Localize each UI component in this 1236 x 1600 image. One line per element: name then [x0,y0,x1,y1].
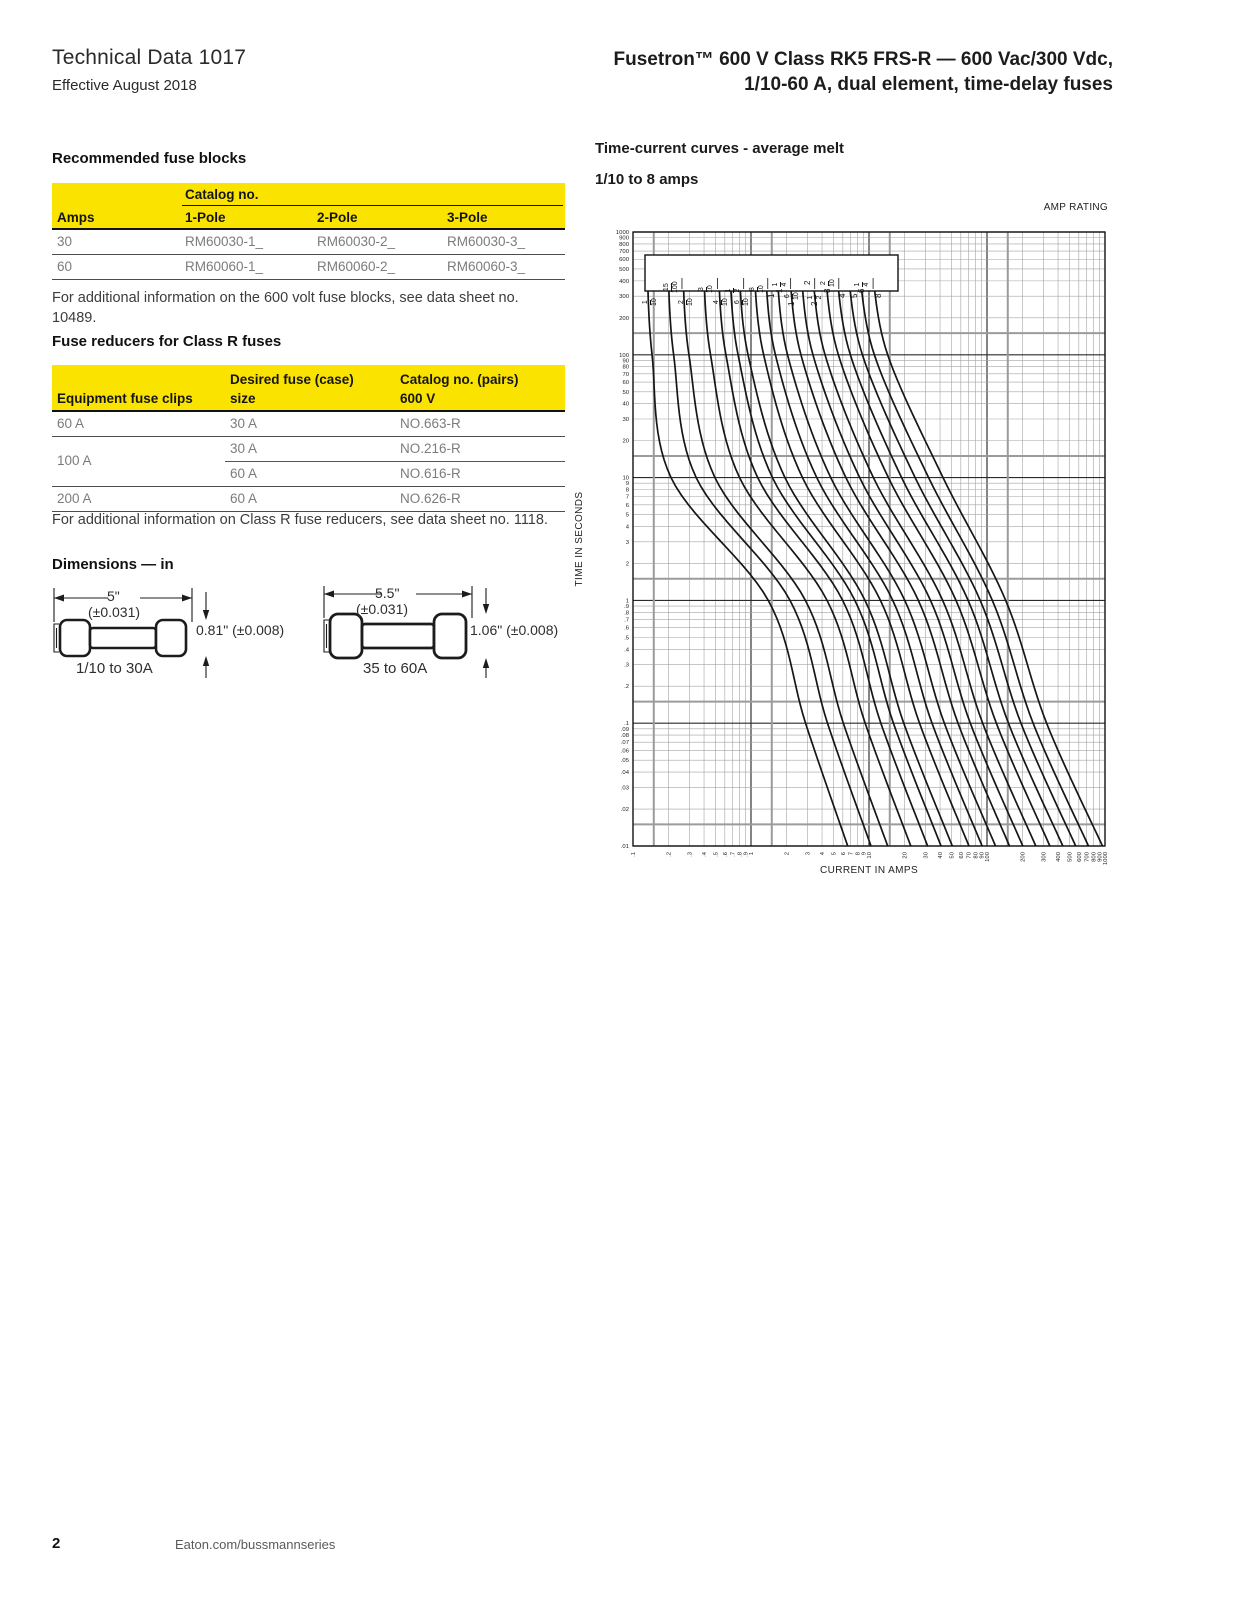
table-row [52,412,565,437]
svg-text:80: 80 [622,364,629,371]
svg-text:600: 600 [619,257,629,264]
amp-rating-label-5: 5 [849,293,859,298]
svg-text:600: 600 [1076,852,1083,862]
cell-3pole: RM60060-3_ [447,259,526,274]
amp-rating-label-1-1/4: 1 1 4 [771,282,788,293]
svg-text:40: 40 [938,852,945,859]
svg-text:700: 700 [1084,852,1091,862]
section-title-fuse-blocks: Recommended fuse blocks [52,150,247,167]
col-header-desired-size-l2: size [230,391,256,406]
svg-text:7: 7 [848,852,855,856]
chart-tick-labels [616,230,1109,865]
amp-rating-label-2-1/2: 2 1 2 [807,295,824,306]
svg-text:700: 700 [619,249,629,256]
cell-amps: 60 [57,259,73,274]
svg-text:.01: .01 [620,844,629,850]
cell-catalog: NO.216-R [400,441,461,456]
svg-text:.09: .09 [620,726,629,733]
svg-text:3: 3 [625,539,629,546]
melt-curve-2/10 [683,269,888,846]
melt-curve-5 [848,269,1076,846]
svg-text:70: 70 [966,852,973,859]
amp-rating-label-1/10: 1 10 [642,297,659,306]
melt-curve-2 [801,269,1023,846]
svg-text:500: 500 [1067,852,1074,862]
svg-text:100: 100 [619,352,629,359]
svg-text:8: 8 [855,852,862,856]
svg-text:50: 50 [949,852,956,859]
svg-text:300: 300 [1041,852,1048,862]
fuse-blocks-note: For additional information on the 600 volt fuse blocks, see data sheet no. 10489. [52,290,519,326]
fuse-reducers-header-row [52,365,565,412]
svg-text:90: 90 [979,852,986,859]
cell-size: 30 A [230,416,258,431]
dim-length-tol-small: (±0.031) [88,604,141,620]
cell-catalog: NO.616-R [400,466,461,481]
svg-text:400: 400 [1056,852,1063,862]
svg-text:10: 10 [622,475,629,482]
time-current-chart [570,215,1136,895]
svg-text:90: 90 [622,358,629,365]
amp-rating-label-6/10: 6 10 [734,297,750,306]
svg-text:500: 500 [619,266,629,273]
svg-text:.05: .05 [620,758,629,765]
svg-text:6: 6 [840,852,847,856]
svg-text:.8: .8 [624,610,629,617]
svg-text:5: 5 [625,512,629,519]
svg-text:1000: 1000 [1103,852,1109,866]
svg-text:60: 60 [958,852,965,859]
amp-rating-label-15/100: 15 100 [662,281,679,293]
amp-rating-label-4: 4 [838,293,848,298]
svg-text:3: 3 [805,852,812,856]
cell-3pole: RM60030-3_ [447,234,526,249]
svg-text:.4: .4 [702,852,709,857]
time-current-chart-svg [570,215,1136,895]
svg-text:.1: .1 [631,852,637,857]
svg-text:20: 20 [622,438,629,445]
cell-catalog: NO.663-R [400,416,461,431]
melt-curve-4/10 [718,269,927,846]
table-row [52,487,565,512]
svg-text:1000: 1000 [615,230,629,236]
col-header-2pole: 2-Pole [317,210,358,225]
svg-text:.04: .04 [620,770,629,777]
dim-length-small: 5" [107,588,120,604]
svg-text:50: 50 [622,389,629,396]
fuse-blocks-group-header-row [52,183,565,206]
svg-text:100: 100 [985,852,991,862]
svg-text:200: 200 [619,315,629,322]
svg-text:4: 4 [820,852,827,856]
melt-curve-4 [836,269,1063,846]
svg-text:2: 2 [625,561,629,568]
amp-rating-label-2: 2 [802,280,812,285]
x-axis-title: CURRENT IN AMPS [819,865,919,876]
svg-text:.5: .5 [624,635,629,642]
svg-text:800: 800 [619,241,629,248]
table-row [52,230,565,255]
svg-text:400: 400 [619,278,629,285]
col-header-catalog-pairs-l2: 600 V [400,391,436,406]
amp-rating-label-8/10: 8 10 [748,285,765,293]
chart-title: Time-current curves - average melt [595,140,845,157]
amp-rating-label-1-6/10: 1 6 10 [784,291,801,306]
cell-catalog: NO.626-R [400,491,461,506]
svg-text:.03: .03 [620,785,629,792]
svg-text:30: 30 [622,417,629,424]
svg-text:70: 70 [622,371,629,378]
fuse-blocks-header-row [52,206,565,230]
svg-text:.1: .1 [624,721,629,728]
svg-text:8: 8 [625,487,629,494]
svg-text:1: 1 [625,598,629,605]
svg-text:900: 900 [1097,852,1104,862]
svg-text:.2: .2 [666,852,673,857]
svg-text:.7: .7 [730,852,737,857]
svg-text:.9: .9 [743,852,750,857]
svg-text:1: 1 [749,852,755,856]
cell-2pole: RM60030-2_ [317,234,396,249]
col-header-3pole: 3-Pole [447,210,488,225]
amp-rating-label-6-1/4: 6 1 4 [854,282,871,293]
page-number: 2 [52,1535,61,1552]
dim-diameter-large: 1.06" (±0.008) [470,622,559,638]
svg-text:9: 9 [861,852,868,856]
group-header-catalog-no: Catalog no. [185,187,259,202]
dim-range-small: 1/10 to 30A [76,660,153,677]
svg-text:30: 30 [923,852,930,859]
amp-rating-label-1/2: 1 2 [724,288,741,293]
table-row [52,255,565,280]
svg-text:.3: .3 [687,852,694,857]
amp-rating-label-1: 1 [767,293,777,298]
svg-text:.7: .7 [624,617,629,624]
amp-rating-label-3-2/10: 3 2 10 [819,279,836,293]
cell-1pole: RM60030-1_ [185,234,264,249]
svg-text:.02: .02 [620,807,629,814]
col-header-desired-size-l1: Desired fuse (case) [230,372,354,387]
amp-rating-label-2/10: 2 10 [677,297,694,306]
svg-text:2: 2 [784,852,791,856]
col-header-equipment-clips: Equipment fuse clips [57,391,193,406]
svg-text:.6: .6 [722,852,729,857]
dim-length-large: 5.5" [375,585,400,601]
section-title-fuse-reducers: Fuse reducers for Class R fuses [52,333,282,350]
fuse-reducers-note: For additional information on Class R fuse reducers, see data sheet no. 1118. [52,512,548,528]
fuse-reducers-table [52,365,565,512]
document-title: Technical Data 1017 [52,46,247,69]
melt-curve-2-1/2 [812,269,1036,846]
svg-text:60: 60 [622,380,629,387]
svg-text:.4: .4 [624,647,629,654]
svg-text:800: 800 [1091,852,1098,862]
svg-text:900: 900 [619,235,629,242]
melt-curve-15/100 [668,269,871,846]
cell-1pole: RM60060-1_ [185,259,264,274]
cell-2pole: RM60060-2_ [317,259,396,274]
svg-text:7: 7 [625,494,629,501]
svg-text:.9: .9 [624,604,629,611]
col-header-amps: Amps [57,210,95,225]
chart-subtitle: 1/10 to 8 amps [595,171,699,188]
svg-text:200: 200 [1020,852,1027,862]
svg-text:.3: .3 [624,662,629,669]
melt-curve-1/2 [730,269,941,846]
svg-text:.2: .2 [624,684,629,691]
melt-curve-1-1/4 [777,269,996,846]
dim-range-large: 35 to 60A [363,660,428,677]
svg-text:5: 5 [831,852,838,856]
amp-rating-label-8: 8 [873,293,883,298]
svg-text:.06: .06 [620,748,629,755]
section-title-dimensions: Dimensions — in [52,556,174,573]
svg-text:40: 40 [622,401,629,408]
amp-rating-label: AMP RATING [1043,202,1108,213]
amp-rating-label-3/10: 3 10 [698,285,715,293]
cell-clips: 200 A [57,491,92,506]
cell-amps: 30 [57,234,73,249]
table-row [52,462,565,487]
svg-text:.08: .08 [620,733,629,740]
melt-curve-3-2/10 [825,269,1050,846]
svg-text:300: 300 [619,294,629,301]
dim-diameter-small: 0.81" (±0.008) [196,622,285,638]
svg-text:6: 6 [625,502,629,509]
product-header-line2: 1/10-60 A, dual element, time-delay fuses [744,74,1113,95]
svg-text:80: 80 [973,852,980,859]
svg-text:20: 20 [902,852,909,859]
product-header-line1: Fusetron™ 600 V Class RK5 FRS-R — 600 Vac/300 Vdc, [613,49,1113,70]
dim-length-tol-large: (±0.031) [356,601,409,617]
svg-text:.6: .6 [624,625,629,632]
svg-text:.5: .5 [713,852,720,857]
table-row [52,437,565,468]
cell-size: 60 A [230,491,258,506]
effective-date: Effective August 2018 [52,77,197,94]
col-header-catalog-pairs-l1: Catalog no. (pairs) [400,372,519,387]
cell-clips-rowspan: 100 A [57,453,92,468]
amp-rating-label-4/10: 4 10 [713,297,730,306]
cell-size: 30 A [230,441,258,456]
y-axis-title: TIME IN SECONDS [574,491,585,587]
svg-text:.07: .07 [620,740,629,747]
svg-text:9: 9 [625,481,629,488]
cell-clips: 60 A [57,416,85,431]
svg-text:10: 10 [867,852,873,859]
cell-size: 60 A [230,466,258,481]
product-header [513,47,1113,97]
footer-link: Eaton.com/bussmannseries [175,1537,336,1552]
svg-text:4: 4 [625,524,629,531]
svg-text:.8: .8 [737,852,744,857]
fuse-blocks-table [52,183,565,280]
col-header-1pole: 1-Pole [185,210,226,225]
